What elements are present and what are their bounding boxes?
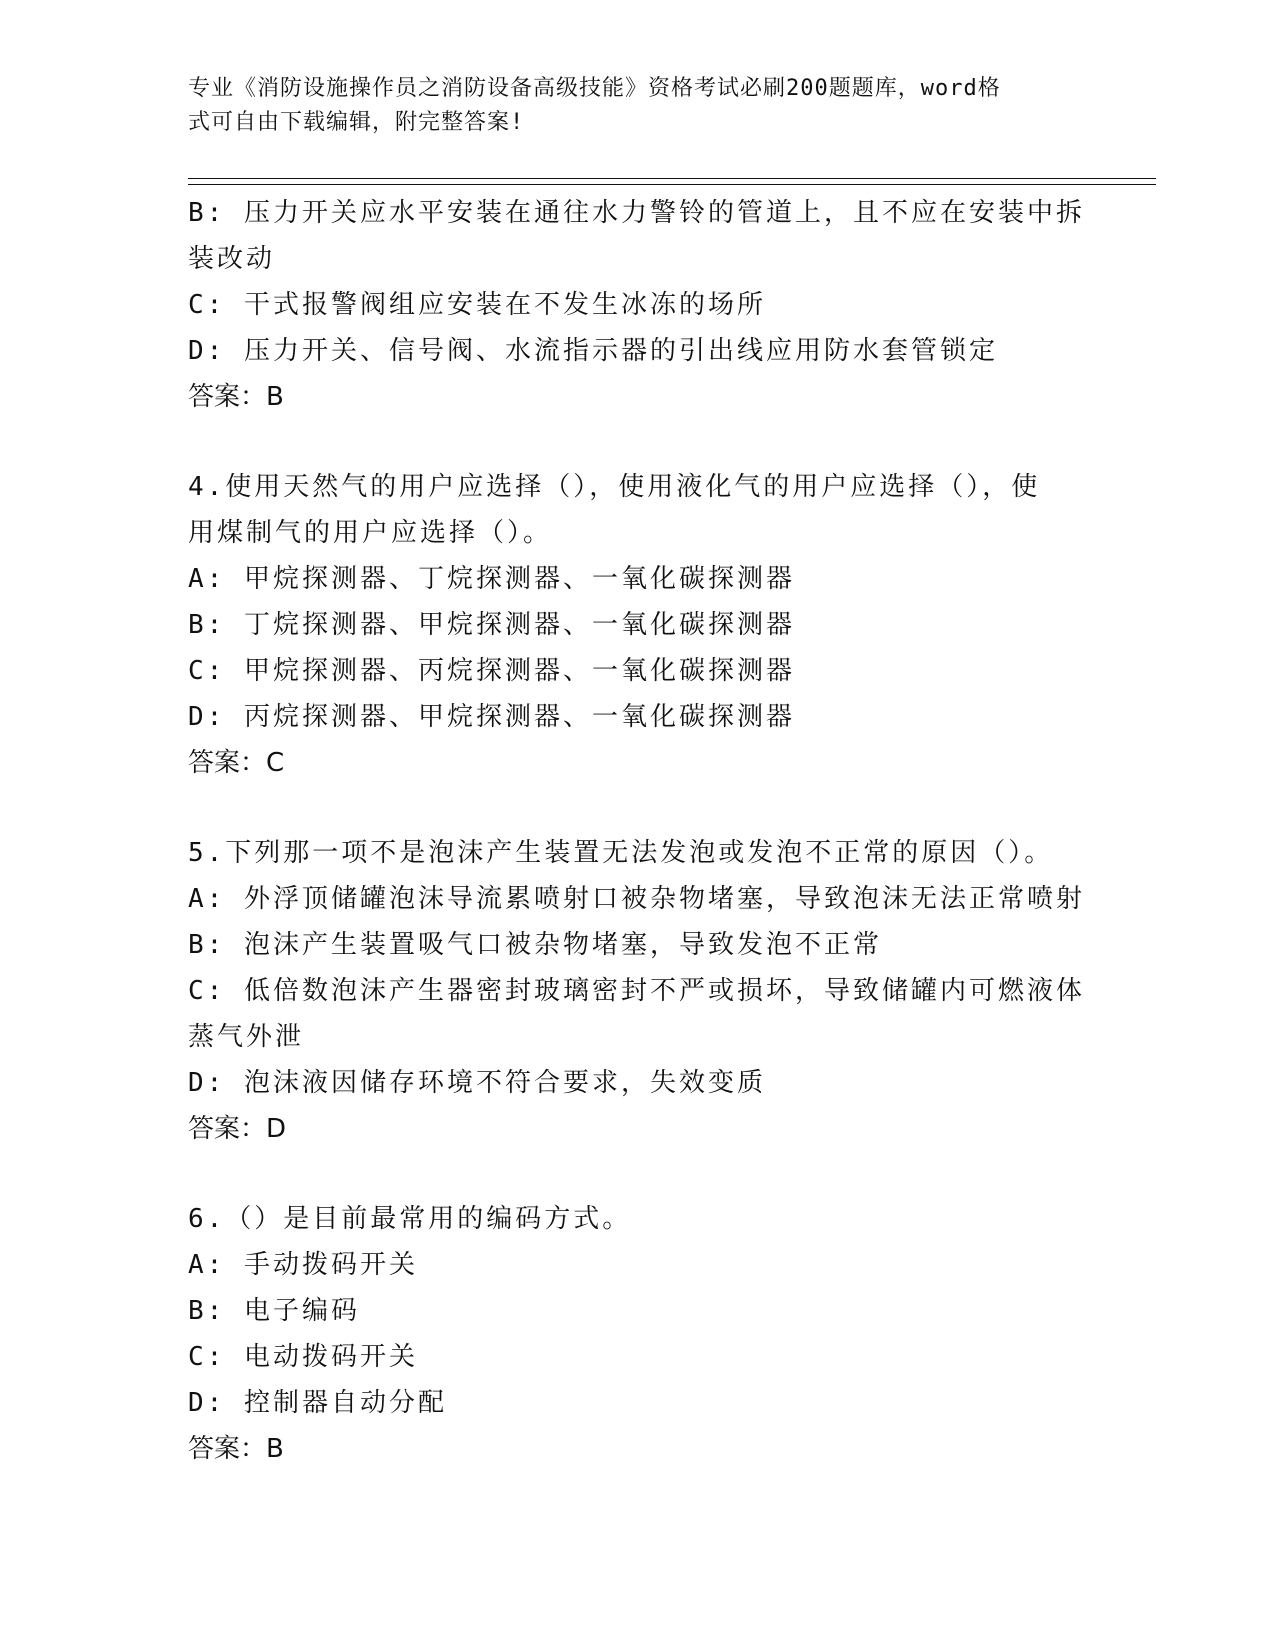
question-3 [188, 190, 1088, 420]
q5-answer: 答案：D [188, 1114, 287, 1144]
q5-option-c: C: 低倍数泡沫产生器密封玻璃密封不严或损坏，导致储罐内可燃液体 [188, 976, 1085, 1006]
q6-stem: 6.（）是目前最常用的编码方式。 [188, 1204, 632, 1234]
spacer [188, 1152, 1088, 1196]
question-6 [188, 1196, 1088, 1472]
q3-option-b: B: 压力开关应水平安装在通往水力警铃的管道上，且不应在安装中拆 [188, 198, 1085, 228]
q4-option-b: B: 丁烷探测器、甲烷探测器、一氧化碳探测器 [188, 610, 795, 640]
q6-answer: 答案：B [188, 1434, 284, 1464]
q4-stem: 4.使用天然气的用户应选择（），使用液化气的用户应选择（），使 [188, 472, 1041, 502]
q4-option-d: D: 丙烷探测器、甲烷探测器、一氧化碳探测器 [188, 702, 795, 732]
q4-option-c: C: 甲烷探测器、丙烷探测器、一氧化碳探测器 [188, 656, 795, 686]
q5-option-c-cont: 蒸气外泄 [188, 1022, 305, 1052]
q6-option-d: D: 控制器自动分配 [188, 1388, 447, 1418]
question-5 [188, 830, 1088, 1152]
spacer [188, 786, 1088, 830]
q6-option-a: A: 手动拨码开关 [188, 1250, 418, 1280]
q4-answer: 答案：C [188, 748, 285, 778]
q5-option-b: B: 泡沫产生装置吸气口被杂物堵塞，导致发泡不正常 [188, 930, 882, 960]
q3-option-c: C: 干式报警阀组应安装在不发生冰冻的场所 [188, 290, 766, 320]
question-list [188, 190, 1088, 1472]
spacer [188, 420, 1088, 464]
q5-stem: 5.下列那一项不是泡沫产生装置无法发泡或发泡不正常的原因（）。 [188, 838, 1054, 868]
document-header [188, 72, 1088, 140]
q5-option-a: A: 外浮顶储罐泡沫导流累喷射口被杂物堵塞，导致泡沫无法正常喷射 [188, 884, 1085, 914]
header-rule-bottom [188, 184, 1156, 185]
q3-answer: 答案：B [188, 382, 284, 412]
q4-option-a: A: 甲烷探测器、丁烷探测器、一氧化碳探测器 [188, 564, 795, 594]
q6-option-b: B: 电子编码 [188, 1296, 360, 1326]
header-line-2: 式可自由下载编辑，附完整答案! [188, 110, 525, 135]
q3-option-d: D: 压力开关、信号阀、水流指示器的引出线应用防水套管锁定 [188, 336, 998, 366]
q5-option-d: D: 泡沫液因储存环境不符合要求，失效变质 [188, 1068, 766, 1098]
header-line-1: 专业《消防设施操作员之消防设备高级技能》资格考试必刷200题题库，word格 [188, 76, 1001, 101]
q6-option-c: C: 电动拨码开关 [188, 1342, 418, 1372]
header-rule-top [188, 178, 1156, 179]
q3-option-b-cont: 装改动 [188, 244, 276, 274]
q4-stem-cont: 用煤制气的用户应选择（）。 [188, 518, 553, 548]
question-4 [188, 464, 1088, 786]
